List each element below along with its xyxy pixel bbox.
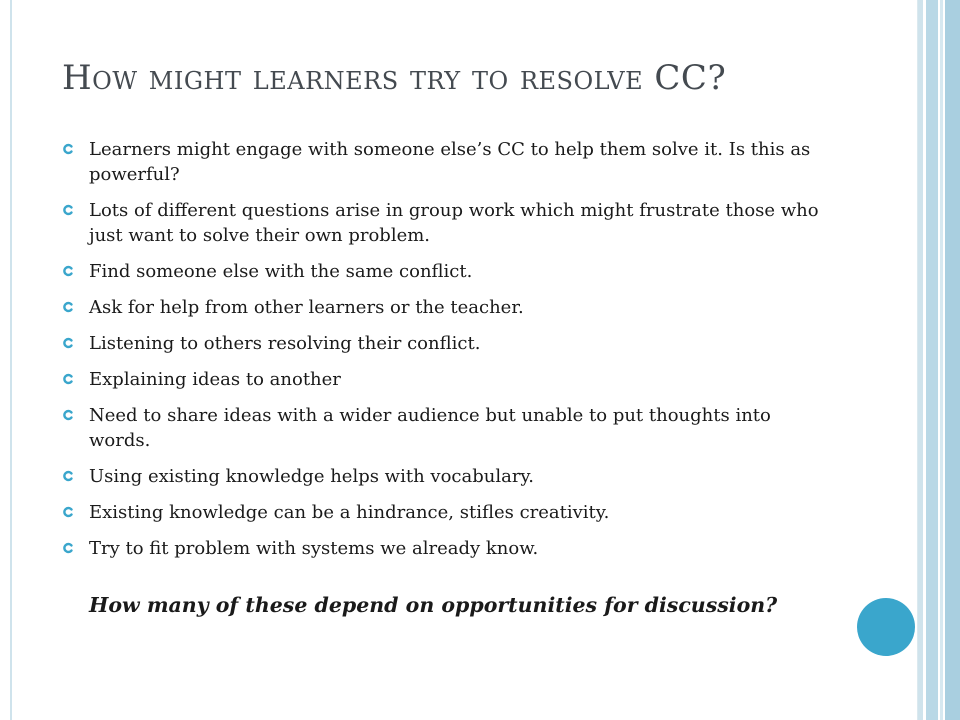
stripe	[918, 0, 923, 720]
bullet-text: Try to fit problem with systems we already know.	[89, 538, 539, 559]
bullet-item	[62, 198, 832, 248]
bullet-item	[62, 403, 832, 453]
swirl-bullet-icon	[62, 301, 74, 313]
bullet-text: Listening to others resolving their conflict.	[89, 333, 481, 354]
closing-question: How many of these depend on opportunities for discussion?	[89, 593, 778, 617]
bullet-item	[62, 536, 832, 561]
bullet-text: Find someone else with the same conflict.	[89, 261, 473, 282]
swirl-bullet-icon	[62, 542, 74, 554]
decorative-stripes	[918, 0, 960, 720]
swirl-bullet-icon	[62, 265, 74, 277]
swirl-bullet-icon	[62, 470, 74, 482]
stripe	[940, 0, 943, 720]
slide-title: How might learners try to resolve CC?	[62, 58, 727, 98]
bullet-text: Using existing knowledge helps with vocabulary.	[89, 466, 534, 487]
bullet-item	[62, 367, 832, 392]
swirl-bullet-icon	[62, 373, 74, 385]
bullet-text: Need to share ideas with a wider audience but unable to put thoughts into words.	[89, 405, 771, 451]
bullet-item	[62, 295, 832, 320]
bullet-text: Lots of different questions arise in group work which might frustrate those who just want to solve their own problem.	[89, 200, 819, 246]
bullet-text: Existing knowledge can be a hindrance, stifles creativity.	[89, 502, 610, 523]
bullet-item	[62, 500, 832, 525]
accent-circle	[857, 598, 915, 656]
stripe	[945, 0, 960, 720]
bullet-text: Ask for help from other learners or the teacher.	[89, 297, 524, 318]
bullet-text: Explaining ideas to another	[89, 369, 341, 390]
bullet-list	[62, 137, 832, 572]
bullet-item	[62, 137, 832, 187]
swirl-bullet-icon	[62, 204, 74, 216]
bullet-item	[62, 464, 832, 489]
swirl-bullet-icon	[62, 409, 74, 421]
bullet-item	[62, 331, 832, 356]
stripe	[926, 0, 938, 720]
swirl-bullet-icon	[62, 506, 74, 518]
swirl-bullet-icon	[62, 143, 74, 155]
bullet-item	[62, 259, 832, 284]
bullet-text: Learners might engage with someone else’s CC to help them solve it. Is this as powerful?	[89, 139, 811, 185]
swirl-bullet-icon	[62, 337, 74, 349]
